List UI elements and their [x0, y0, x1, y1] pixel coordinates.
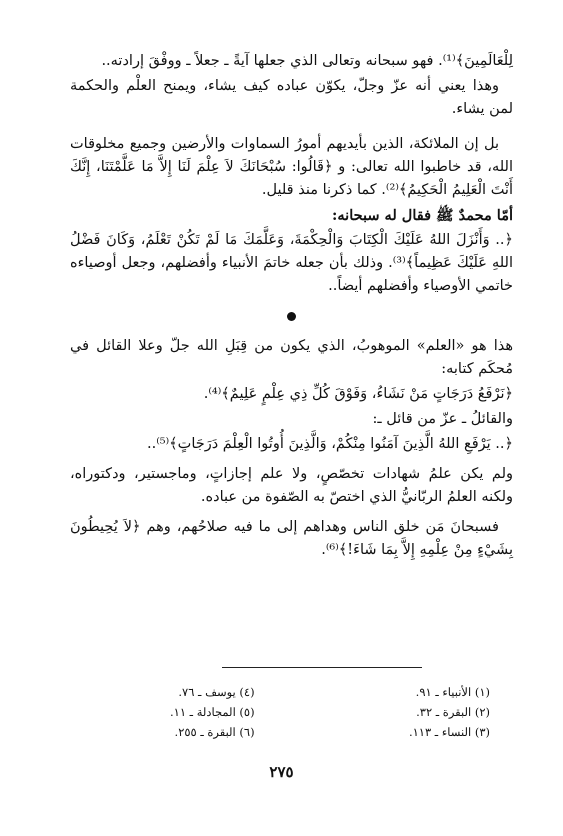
paragraph-4: أمّا محمدٌ ﷺ فقال له سبحانه:	[332, 207, 513, 224]
paragraph-1: لِلْعَالَمِينَ﴾⁽¹⁾. فهو سبحانه وتعالى الذي جعلها آيةً ـ جعلاً ـ ووفْقَ إرادته..	[101, 53, 513, 69]
paragraph-8: والقائلُ ـ عزّ من قائل ـ:	[372, 411, 513, 427]
footnotes	[170, 682, 490, 742]
footnote-separator	[222, 667, 422, 668]
footnote-5: (٥) المجادلة ـ ١١.	[170, 705, 255, 719]
footnote-2: (٢) البقرة ـ ٣٢.	[416, 705, 490, 719]
paragraph-7: ﴿نَرْفَعُ دَرَجَاتٍ مَنْ نَشَاءُ، وَفَوْقَ كُلِّ ذِي عِلْمٍ عَلِيمٌ﴾⁽⁴⁾.	[203, 386, 513, 402]
paragraph-6: هذا هو «العلم» الموهوبُ، الذي يكون من قِبَلِ الله جلّ وعلا القائل في مُحكَم كتابه:	[70, 338, 513, 377]
footnotes-column-right	[409, 682, 490, 742]
paragraph-11: فسبحانَ مَن خلق الناس وهداهم إلى ما فيه صلاحُهم، وهم ﴿لاَ يُحِيطُونَ بِشَيْءٍ مِنْ عِلْمِهِ إِلاَّ بِمَا شَاءَ!﴾⁽⁶⁾.	[70, 519, 513, 558]
paragraph-2: وهذا يعني أنه عزّ وجلّ، يكوّن عباده كيف يشاء، ويمنح العلْم والحكمة لمن يشاء.	[70, 78, 513, 117]
footnote-6: (٦) البقرة ـ ٢٥٥.	[174, 725, 255, 739]
section-divider-dot	[287, 312, 296, 321]
footnote-4: (٤) يوسف ـ ٧٦.	[178, 685, 255, 699]
paragraph-5: ﴿.. وَأَنْزَلَ اللهُ عَلَيْكَ الْكِتَابَ وَالْحِكْمَةَ، وَعَلَّمَكَ مَا لَمْ تَكُنْ تَعْلَمُ، وَكَانَ فَضْلُ اللهِ عَلَيْكَ عَظِيماً﴾⁽³⁾. وذلك بأن جعله خاتمَ الأنبياء وأفضلهم، وجعل أوصياءه خاتمي الأوصياء وأفضلهم أيضاً..	[70, 232, 513, 294]
footnote-1: (١) الأنبياء ـ ٩١.	[415, 685, 490, 699]
footnote-3: (٣) النساء ـ ١١٣.	[408, 725, 490, 739]
footnotes-column-left	[170, 682, 255, 742]
paragraph-10: ولم يكن علمُ شهادات تخصّصٍ، ولا علم إجازاتٍ، وماجستير، ودكتوراه، ولكنه العلمُ الربّانيُّ الذي اختصّ به الصّفوة من عباده.	[70, 466, 513, 505]
page-number: ٢٧٥	[269, 763, 294, 781]
page-body	[70, 50, 513, 569]
paragraph-3: بل إن الملائكة، الذين بأيديهم أمورُ السماوات والأرضين وجميع مخلوقات الله، قد خاطبوا الله تعالى: و ﴿قَالُوا: سُبْحَانَكَ لاَ عِلْمَ لَنَا إِلاَّ مَا عَلَّمْتَنَا، إِنَّكَ أَنْتَ الْعَلِيمُ الْحَكِيمُ﴾⁽²⁾. كما ذكرنا منذ قليل.	[70, 136, 513, 198]
paragraph-9: ﴿.. يَرْفَعِ اللهُ الَّذِينَ آمَنُوا مِنْكُمْ، وَالَّذِينَ أُوتُوا الْعِلْمَ دَرَجَاتٍ﴾⁽⁵⁾..	[147, 436, 513, 452]
